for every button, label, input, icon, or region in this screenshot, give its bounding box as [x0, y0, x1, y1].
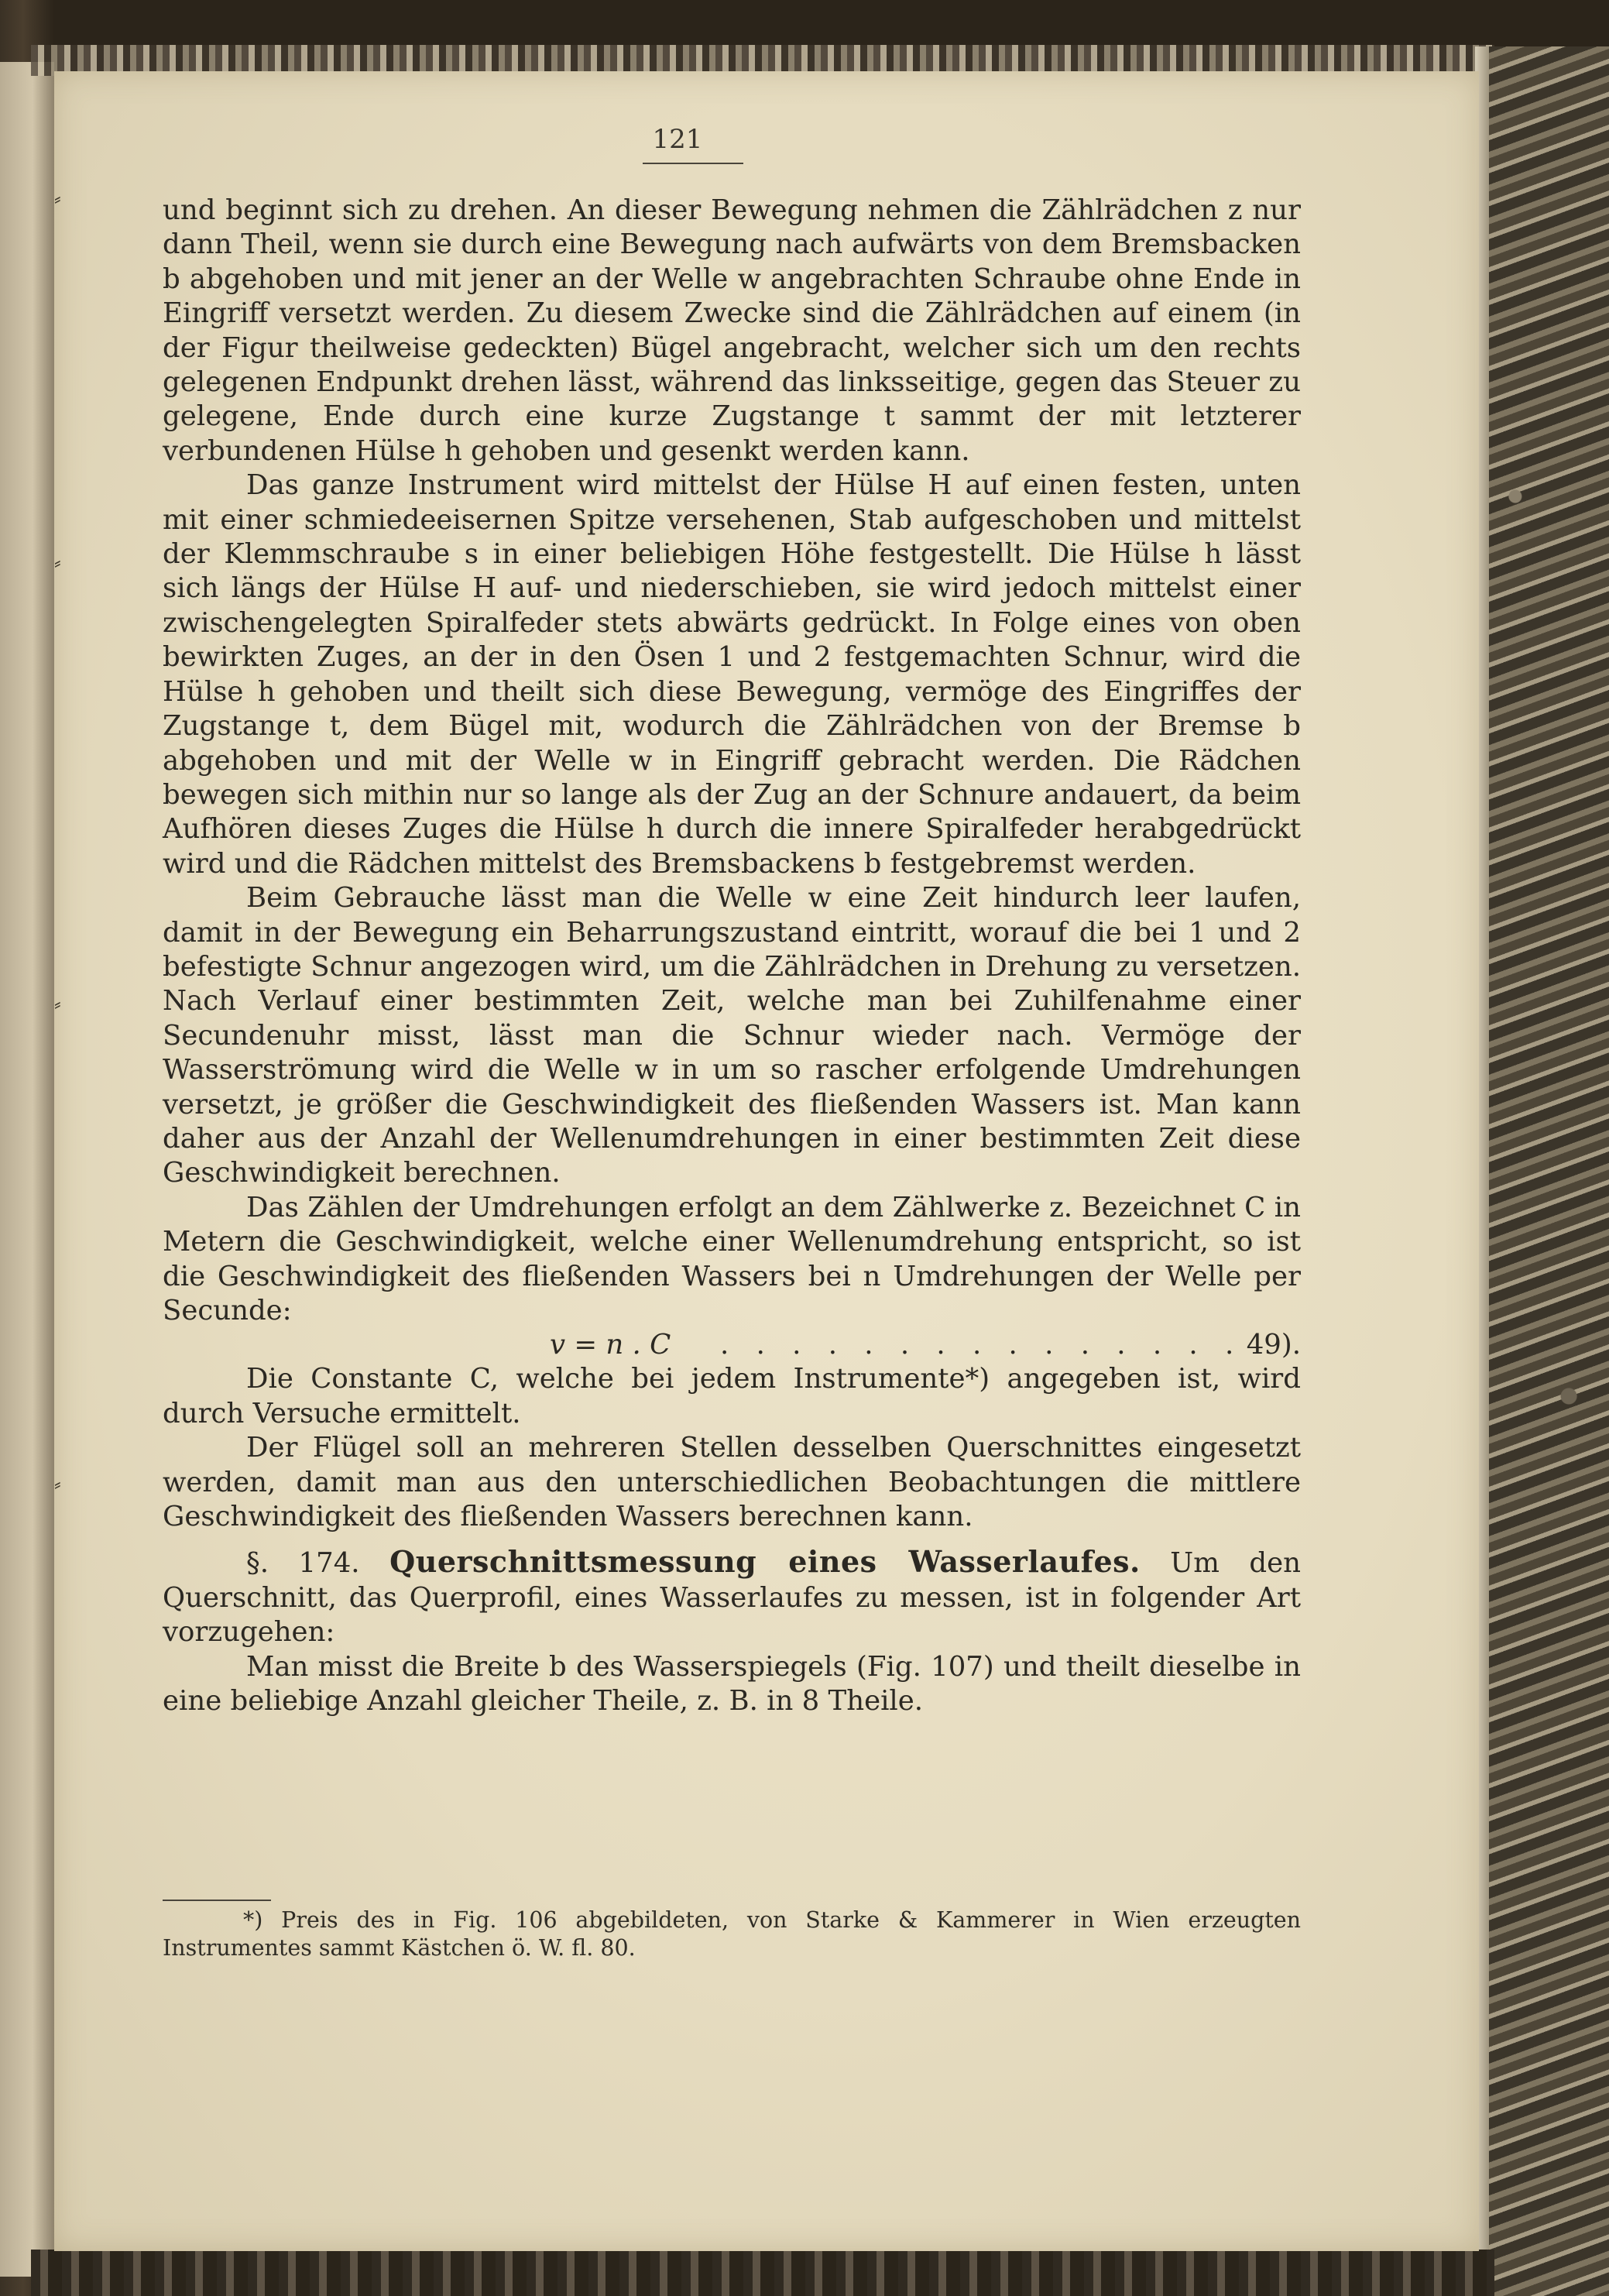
- paragraph-2: Das ganze Instrument wird mittelst der Hülse H auf einen festen, unten mit einer schmiedeeisernen Spitze versehenen, Stab aufgeschoben und mittelst der Klemmschraube s in einer beliebigen Höhe festgestellt. Die Hülse h lässt sich längs der Hülse H auf- und niederschieben, sie wird jedoch mittelst einer zwischengelegten Spiralfeder stets abwärts gedrückt. In Folge eines von oben bewirkten Zuges, an der in den Ösen 1 und 2 festgemachten Schnur, wird die Hülse h gehoben und theilt sich diese Bewegung, vermöge des Eingriffes der Zugstange t, dem Bügel mit, wodurch die Zählrädchen von der Bremse b abgehoben und mit der Welle w in Eingriff gebracht werden. Die Rädchen bewegen sich mithin nur so lange als der Zug an der Schnure andauert, da beim Aufhören dieses Zuges die Hülse h durch die innere Spiralfeder herabgedrückt wird und die Rädchen mittelst des Bremsbackens b festgebremst werden.: [163, 469, 1301, 880]
- paragraph-1: und beginnt sich zu drehen. An dieser Bewegung nehmen die Zählrädchen z nur dann Theil, wenn sie durch eine Bewegung nach aufwärts von dem Bremsbacken b abgehoben und mit jener an der Welle w angebrachten Schraube ohne Ende in Eingriff versetzt werden. Zu diesem Zwecke sind die Zählrädchen auf einem (in der Figur theilweise gedeckten) Bügel angebracht, welcher sich um den rechts gelegenen Endpunkt drehen lässt, während das linksseitige, gegen das Steuer zu gelegene, Ende durch eine kurze Zugstange t sammt der mit letzterer verbundenen Hülse h gehoben und gesenkt werden kann.: [163, 194, 1301, 467]
- footnote-text: *) Preis des in Fig. 106 abgebildeten, von Starke & Kammerer in Wien erzeugten Instrumentes sammt Kästchen ö. W. fl. 80.: [163, 1907, 1301, 1961]
- right-cover-board: [1475, 46, 1609, 2296]
- footnote: [163, 1906, 1301, 1962]
- paragraph-6: Der Flügel soll an mehreren Stellen desselben Querschnittes eingesetzt werden, damit man aus den unterschiedlichen Beobachtungen die mittlere Geschwindigkeit des fließenden Wassers berechnen kann.: [163, 1432, 1301, 1533]
- paragraph-5: Die Constante C, welche bei jedem Instrumente*) angegeben ist, wird durch Versuche ermittelt.: [163, 1363, 1301, 1429]
- footnote-rule: [163, 1900, 271, 1901]
- formula-line: [163, 1328, 1301, 1362]
- section-paragraph: [163, 1545, 1301, 1649]
- paragraph-4: Das Zählen der Umdrehungen erfolgt an dem Zählwerke z. Bezeichnet C in Metern die Geschwindigkeit, welche einer Wellenumdrehung entspricht, so ist die Geschwindigkeit des fließenden Wassers bei n Umdrehungen der Welle per Secunde:: [163, 1191, 1301, 1326]
- paragraph-3: Beim Gebrauche lässt man die Welle w eine Zeit hindurch leer laufen, damit in der Bewegung ein Beharrungszustand eintritt, worauf die bei 1 und 2 befestigte Schnur angezogen wird, um die Zählrädchen in Drehung zu versetzen. Nach Verlauf einer bestimmten Zeit, welche man bei Zuhilfenahme einer Secundenuhr misst, lässt man die Schnur wieder nach. Vermöge der Wasserströmung wird die Welle w in um so rascher erfolgende Umdrehungen versetzt, je größer die Geschwindigkeit des fließenden Wassers ist. Man kann daher aus der Anzahl der Wellenumdrehungen in einer bestimmten Zeit diese Geschwindigkeit berechnen.: [163, 882, 1301, 1189]
- header-rule: [643, 163, 743, 164]
- margin-mark: ⸗: [54, 993, 61, 1016]
- section-title: Querschnittsmessung eines Wasserlaufes.: [389, 1544, 1141, 1580]
- page-number: 121: [652, 124, 703, 155]
- formula-expression: v = n . C: [550, 1329, 671, 1361]
- page-body: [163, 194, 1301, 1718]
- left-page-edge: [0, 62, 54, 2277]
- margin-mark: ⸗: [54, 1473, 61, 1496]
- margin-mark: ⸗: [54, 187, 61, 211]
- margin-mark: ⸗: [54, 551, 61, 575]
- section-number: §. 174.: [246, 1547, 360, 1580]
- bottom-binding-edge: [31, 2250, 1494, 2296]
- paragraph-7: Man misst die Breite b des Wasserspiegels (Fig. 107) und theilt dieselbe in eine beliebige Anzahl gleicher Theile, z. B. in 8 Theile.: [163, 1650, 1301, 1718]
- formula-leader-dots: . . . . . . . . . . . . . . .: [720, 1329, 1244, 1361]
- section-text: Um den Querschnitt, das Querprofil, eines Wasserlaufes zu messen, ist in folgender Art vorzugehen:: [163, 1547, 1301, 1649]
- formula-number: 49).: [1246, 1329, 1301, 1361]
